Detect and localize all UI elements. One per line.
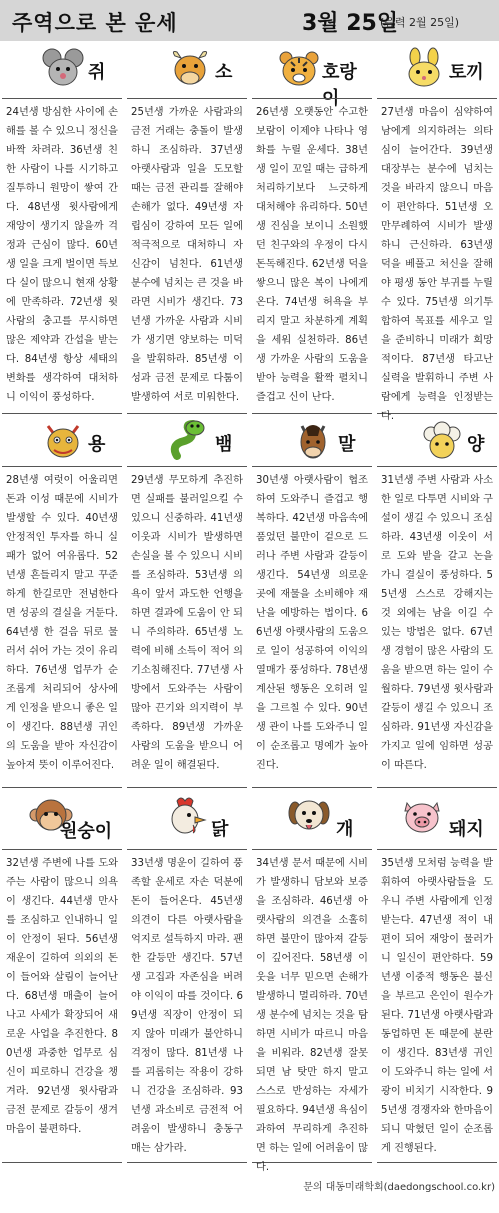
dog-icon — [286, 795, 332, 837]
fortune-text: 28년생 여럿이 어울리면 돈과 이성 때문에 시비가 발생할 수 있다. 40년생 안정적인 투자를 하니 실패가 없어 여유롭다. 52년생 흔들리지 말고 꾸준하게 한길로만 전념한다면 성공의 결실을 거둔다. 64년생 한 걸음 뒤로 물러서 쉬어 가는 것이 유리하다. 76년생 업무가 순조롭게 처리되어 상사에게 인정을 받으니 좋은 일이 생긴다. 88년생 귀인의 도움을 받아 자신감이 높아져 뜻이 이루어진다. — [2, 466, 122, 788]
zodiac-name: 돼지 — [449, 819, 484, 840]
ox-icon — [167, 48, 213, 90]
fortune-row-2 — [0, 418, 499, 793]
fortune-text: 26년생 오랫동안 수고한 보람이 이제야 나타나 영화를 누릴 운세다. 38년생 일이 꼬일 때는 급하게 처리하기보다 느긋하게 대처해야 유리하다. 50년생 진심을 보이니 소원했던 친구와의 우정이 다시 돈독해진다. 62년생 덕을 쌓으니 많은 복이 나에게 온다. 74년생 허욕을 부리지 말고 차분하게 계획을 세워 실천하라. 86년생 가까운 사람의 도움을 받아 능력을 활짝 펼치니 즐겁고 신이 난다. — [252, 98, 372, 414]
zodiac-name: 용 — [88, 434, 106, 455]
zodiac-name: 쥐 — [88, 62, 106, 83]
rooster-icon — [161, 795, 207, 837]
zodiac-name: 호랑이 — [322, 62, 357, 109]
fortune-text: 25년생 가까운 사람과의 금전 거래는 충돌이 발생하니 조심하라. 37년생 아랫사람과 일을 도모할 때는 금전 관리를 잘해야 손해가 없다. 49년생 자립심이 강하여 모든 일에 적극적으로 대처하니 자신감이 넘친다. 61년생 분수에 넘치는 큰 것을 바라면 시비가 생긴다. 73년생 가까운 사람과 시비가 생기면 양보하는 미덕을 발휘하라. 85년생 이성과 금전 문제로 다툼이 발생하여 서로 미워한다. — [127, 98, 247, 414]
page-title: 주역으로 본 운세 — [12, 11, 178, 35]
horse-icon — [290, 420, 336, 462]
fortune-text: 29년생 무모하게 추진하면 실패를 불러일으킬 수 있으니 신중하라. 41년생 이웃과 시비가 발생하면 손실을 볼 수 있으니 시비를 조심하라. 53년생 의욕이 앞서 과도한 언행을 하면 결과에 도움이 안 되니 주의하라. 65년생 노력에 비해 소득이 적어 의기소침해진다. 77년생 사방에서 도와주는 사람이 많아 끈기와 의지력이 부족하다. 89년생 가까운 사람의 도움을 받으니 어려운 일이 해결된다. — [127, 466, 247, 788]
footer — [0, 1176, 499, 1198]
zodiac-name: 원숭이 — [60, 821, 113, 842]
zodiac-name: 뱀 — [215, 434, 233, 455]
sheep-icon — [419, 420, 465, 462]
fortune-text: 24년생 방심한 사이에 손해를 볼 수 있으니 정신을 바짝 차려라. 36년생 친한 사람이 나를 시기하고 질투하니 원망이 쌓여 간다. 48년생 윗사람에게 재앙이 생기지 않을까 걱정과 근심이 많다. 60년생 일을 크게 벌이면 득보다 실이 많으니 현재 상황에 만족하라. 72년생 윗사람의 충고를 무시하면 많은 제약과 간섭을 받는다. 84년생 항상 세태의 변화를 생각하여 대처하니 이익이 풍성하다. — [2, 98, 122, 414]
tiger-icon — [276, 48, 322, 90]
snake-icon — [167, 420, 213, 462]
lunar-date-label: (음력 2월 25일) — [380, 16, 460, 29]
zodiac-name: 양 — [467, 434, 485, 455]
fortune-text: 32년생 주변에 나를 도와주는 사람이 많으니 의욕이 생긴다. 44년생 만사를 조심하고 인내하니 일이 안정이 된다. 56년생 재운이 길하여 의외의 돈이 들어와 살림이 늘어난다. 68년생 매출이 늘어나고 사세가 확장되어 새로운 사업을 추진한다. 80년생 과중한 업무로 심신이 피로하니 건강을 챙겨라. 92년생 윗사람과 금전 문제로 갈등이 생겨 마음이 불편하다. — [2, 849, 122, 1163]
zodiac-name: 소 — [215, 62, 233, 83]
zodiac-name: 말 — [338, 434, 356, 455]
fortune-text: 31년생 주변 사람과 사소한 일로 다투면 시비와 구설이 생길 수 있으니 조심하라. 43년생 이웃이 서로 도와 받을 갈고 논을 가니 결실이 풍성하다. 55년생 스스로 강해지는 것 외에는 남을 이길 수 있는 방법은 없다. 67년생 경험이 많은 사람의 도움을 받으면 하는 일이 수월하다. 79년생 윗사람과 갈등이 생길 수 있으니 조심하라. 91년생 자신감을 가지고 일에 임하면 성공이 따른다. — [377, 466, 497, 788]
zodiac-name: 토끼 — [449, 62, 484, 83]
zodiac-name: 닭 — [211, 819, 229, 840]
fortune-row-3 — [0, 793, 499, 1213]
fortune-text: 33년생 명운이 길하여 풍족할 운세로 자손 덕분에 돈이 들어온다. 45년생 의견이 다른 아랫사람을 억지로 설득하지 마라. 괜한 갈등만 생긴다. 57년생 고집과 자존심을 버려야 이익이 따를 것이다. 69년생 직장이 안정이 되지 않아 미래가 불안하니 걱정이 많다. 81년생 나를 괴롭히는 작용이 강하니 건강을 조심하라. 93년생 과소비로 금전적 어려움이 발생하니 충동구매는 삼가라. — [127, 849, 247, 1163]
rat-icon — [40, 48, 86, 90]
rabbit-icon — [401, 48, 447, 90]
fortune-text: 35년생 모처럼 능력을 발휘하여 아랫사람들을 도우니 주변 사람에게 인정받는다. 47년생 적이 내 편이 되어 재앙이 물러가니 일신이 편안하다. 59년생 이중적 행동은 불신을 부르고 은인이 원수가 된다. 71년생 아랫사람과 동업하면 돈 때문에 분란이 생긴다. 83년생 귀인이 도와주니 하는 일에 서광이 비치기 시작한다. 95년생 경쟁자와 한마음이 되니 막혔던 일이 순조롭게 진행된다. — [377, 849, 497, 1163]
fortune-row-1 — [0, 46, 499, 422]
dragon-icon — [40, 420, 86, 462]
fortune-text: 34년생 문서 때문에 시비가 발생하니 담보와 보증을 조심하라. 46년생 아랫사람의 의견을 소홀히 하면 불만이 많아져 갈등이 깊어진다. 58년생 이웃을 너무 믿으면 손해가 발생하니 멀리하라. 70년생 분수에 넘치는 것을 탐하면 시비가 따르니 마음을 비워라. 82년생 잘못되면 남 탓만 하지 말고 스스로 반성하는 자세가 필요하다. 94년생 욕심이 과하여 무리하게 추진하면 하는 일에 어려움이 많다. — [252, 849, 372, 1163]
pig-icon — [399, 795, 445, 837]
header-bar — [0, 0, 499, 41]
fortune-text: 27년생 마음이 심약하여 남에게 의지하려는 의타심이 늘어간다. 39년생 대장부는 분수에 넘치는 것을 바라지 않으니 마음이 편안하다. 51년생 오만무례하여 시비가 발생하니 근신하라. 63년생 덕을 베풀고 처신을 잘해야 평생 동안 부귀를 누릴 수 있다. 75년생 의기투합하여 목표를 세우고 일을 준비하니 미래가 희망적이다. 87년생 타고난 실력을 발휘하니 주변 사람에게 능력을 인정받는다. — [377, 98, 497, 414]
date-label: 3월 25일 — [302, 11, 399, 36]
fortune-text: 30년생 아랫사람이 협조하여 도와주니 즐겁고 행복하다. 42년생 마음속에 품었던 불만이 겉으로 드러나 주변 사람과 갈등이 생긴다. 54년생 의로운 곳에 재물을 소비해야 재난을 예방하는 법이다. 66년생 아랫사람의 도움으로 일이 성공하여 이익의 열매가 풍성하다. 78년생 계산된 행동은 오히려 일을 그르칠 수 있다. 90년생 관이 나를 도와주니 일이 순조롭고 명예가 높아진다. — [252, 466, 372, 788]
zodiac-name: 개 — [336, 819, 354, 840]
contact-note: 문의 대동미래학회(daedongschool.co.kr) — [303, 1182, 495, 1193]
